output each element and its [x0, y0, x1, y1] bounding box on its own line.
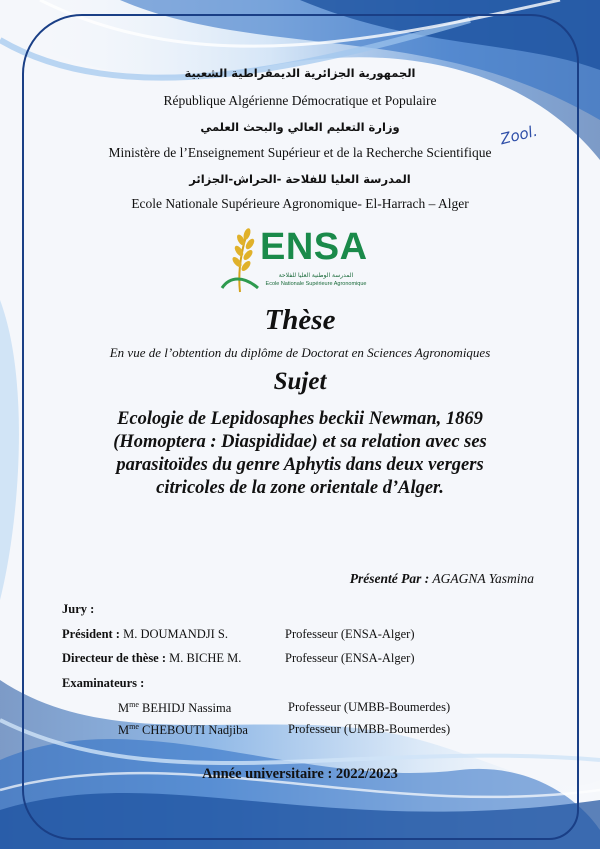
arabic-republic-title: الجمهورية الجزائرية الديمقراطية الشعبية — [184, 66, 416, 80]
subject-heading: Sujet — [273, 368, 327, 395]
president-name: M. DOUMANDJI S. — [123, 627, 228, 641]
arabic-school-title: المدرسة العليا للفلاحة -الحراش-الجزائر — [189, 172, 411, 186]
author-name: AGAGNA Yasmina — [432, 571, 534, 586]
subject-line: (Homoptera : Diaspididae) et sa relation avec ses — [113, 432, 487, 452]
examiner-title: Professeur (UMBB-Boumerdes) — [288, 700, 451, 714]
director-name: M. BICHE M. — [169, 651, 242, 665]
president-title: Professeur (ENSA-Alger) — [285, 627, 415, 641]
logo-acronym: ENSA — [260, 226, 368, 268]
jury-label: Jury : — [62, 602, 95, 616]
subject-line: citricoles de la zone orientale d’Alger. — [156, 478, 444, 498]
ensa-logo — [214, 224, 374, 294]
arabic-ministry-title: وزارة التعليم العالي والبحث العلمي — [200, 120, 400, 134]
presented-by — [350, 571, 534, 587]
republic-title: République Algérienne Démocratique et Populaire — [163, 93, 437, 108]
ministry-title: Ministère de l’Enseignement Supérieur et de la Recherche Scientifique — [108, 145, 492, 160]
examiner-name: $M^{me}$ BEHIDJ Nassima — [118, 700, 232, 716]
director-row — [62, 651, 241, 666]
director-title: Professeur (ENSA-Alger) — [285, 651, 415, 665]
president-role: Président : — [62, 627, 120, 641]
academic-year: Année universitaire : 2022/2023 — [202, 766, 398, 782]
director-role: Directeur de thèse : — [62, 651, 167, 665]
presented-label: Présenté Par : — [349, 571, 430, 586]
subject-line: parasitoïdes du genre Aphytis dans deux vergers — [116, 455, 484, 475]
document-type-title: Thèse — [264, 304, 336, 336]
logo-arabic-name: المدرسة الوطنية العليا للفلاحة — [278, 272, 354, 279]
thesis-subject — [70, 408, 530, 500]
logo-name: Ecole Nationale Supérieure Agronomique — [265, 281, 367, 287]
school-title: Ecole Nationale Supérieure Agronomique- El-Harrach – Alger — [131, 196, 469, 211]
handwritten-note: Zool. — [498, 121, 540, 149]
subject-line: Ecologie de Lepidosaphes beckii Newman, 1869 — [117, 409, 483, 429]
degree-goal: En vue de l’obtention du diplôme de Doctorat en Sciences Agronomiques — [109, 345, 491, 360]
wheat-icon — [214, 224, 264, 294]
examiners-label: Examinateurs : — [62, 676, 145, 690]
examiner-title: Professeur (UMBB-Boumerdes) — [288, 722, 451, 736]
president-row — [62, 627, 228, 642]
examiner-name: $M^{me}$ CHEBOUTI Nadjiba — [118, 722, 248, 738]
